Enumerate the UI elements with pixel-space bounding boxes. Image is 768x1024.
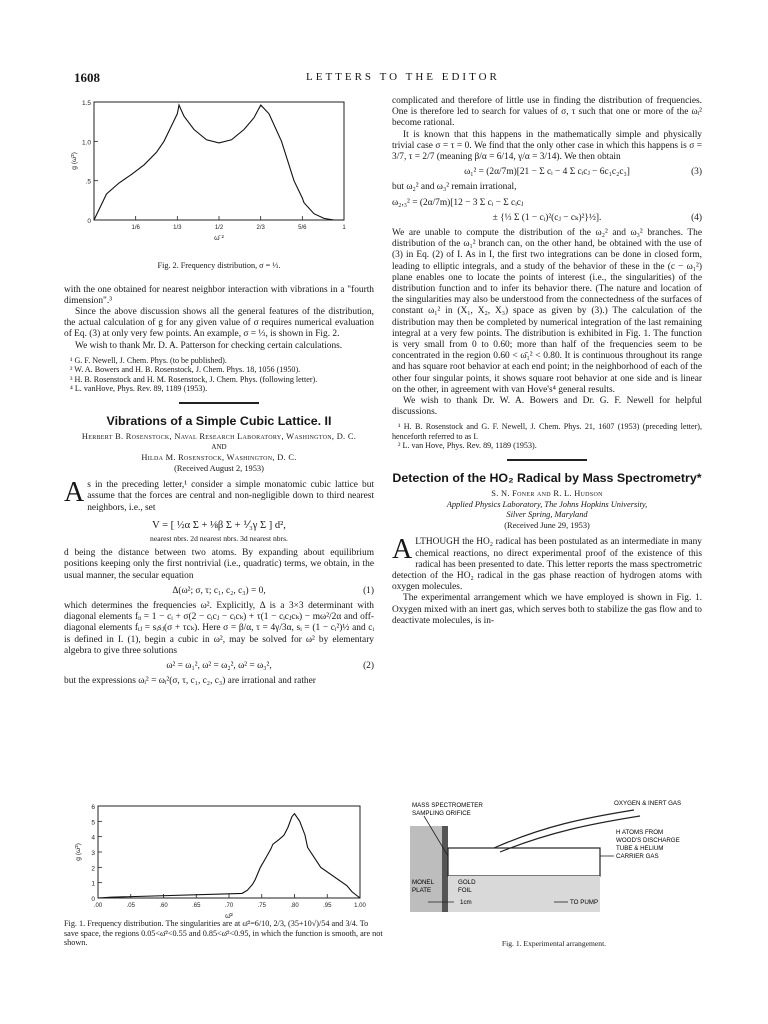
chart-frame [94, 102, 344, 220]
paragraph: but ω₂² and ω₃² remain irrational, [392, 182, 517, 193]
apparatus-diagram [404, 796, 704, 936]
paragraph: We wish to thank Dr. W. A. Bowers and Dr. G. F. Newell for helpful discussions. [392, 396, 702, 418]
x-tick-label: 1 [342, 225, 346, 231]
x-tick-label: 1/3 [173, 225, 182, 231]
reference-item: ³ H. B. Rosenstock and H. M. Rosenstock, J. Chem. Phys. (following letter). [70, 374, 318, 384]
apparatus-label: OXYGEN & INERT GAS [614, 800, 682, 807]
apparatus-label: CARRIER GAS [616, 853, 659, 860]
figure-2 [64, 96, 374, 271]
y-tick-label: 1.5 [81, 100, 91, 107]
x-tick-label: .65 [192, 903, 201, 909]
y-tick-label: 2 [91, 865, 95, 873]
monel-plate [442, 826, 448, 912]
received-date: (Received August 2, 1953) [174, 463, 264, 473]
oxygen-inlet [494, 810, 634, 848]
reference-item: ⁴ L. vanHove, Phys. Rev. 89, 1189 (1953). [70, 384, 208, 394]
equation-number: (1) [363, 585, 374, 596]
equation-subscript: nearest nbrs. 2d nearest nbrs. 3d nearest nbrs. [150, 534, 288, 543]
paragraph-text: s in the preceding letter,¹ consider a simple monatomic cubic lattice but assume that the forces are central and non-negligible down to third nearest neighbors, i.e., set [87, 480, 374, 513]
y-tick-label: 3 [91, 850, 95, 857]
y-tick-label: .5 [85, 178, 91, 186]
equation-text: ω₁² = (2α/7m)[21 − Σ cᵢ − 4 Σ cᵢcⱼ − 6c₁c₂c₃] [464, 167, 630, 178]
x-tick-label: 1/2 [214, 225, 224, 231]
equation-2 [64, 661, 374, 672]
x-axis-label: ω̄ ² [214, 235, 224, 242]
paragraph: complicated and therefore of little use in finding the distribution of frequencies. One is therefore led to search for values of σ, τ such that one or more of the ωᵢ² become rational. [392, 96, 702, 129]
page-header [74, 70, 698, 86]
x-tick-label: .70 [224, 903, 234, 909]
apparatus-label: FOIL [458, 887, 472, 894]
reference-item: ² L. van Hove, Phys. Rev. 89, 1189 (1953). [398, 441, 537, 451]
y-axis-label: g (ω̄²) [71, 152, 78, 170]
figure-2-caption: Fig. 2. Frequency distribution, σ = ⅓. [157, 261, 281, 270]
author-affiliation: Silver Spring, Maryland [506, 510, 588, 520]
x-tick-label: .80 [290, 903, 299, 909]
spectrometer-block [410, 826, 442, 912]
equation-number: (3) [691, 167, 702, 178]
section-divider [179, 402, 259, 404]
left-column [64, 96, 374, 687]
x-axis-label: ω̄² [225, 913, 233, 920]
y-tick-label: 4 [91, 834, 95, 842]
y-tick-label: 1 [91, 880, 95, 888]
apparatus-label: MASS SPECTROMETER [412, 802, 483, 809]
apparatus-figure [404, 796, 704, 949]
y-axis-label: g (ω̄²) [75, 843, 82, 861]
equation-number: (2) [363, 661, 374, 672]
figure-1 [64, 802, 384, 948]
paragraph: It is known that this happens in the mathematically simple and physically trivial case σ = τ = 0. We find that the only other case in which this happens is σ = 3/7, τ = 2/7 (meaning β/α = 6/14, γ/α = 3/14). We then obtain [392, 129, 702, 163]
journal-section-title: LETTERS TO THE EDITOR [306, 71, 500, 83]
drop-cap: A [392, 534, 413, 566]
section-divider [507, 459, 587, 461]
paragraph-text: LTHOUGH the HO₂ radical has been postulated as an intermediate in many chemical reactions, no direct experimental proof of the existence of this radical has been presented to date. This letter reports the mass spectrometric detection of the HO₂ radical in the gas phase reaction of hydrogen atoms with oxygen molecules. [392, 537, 702, 593]
article-author: Herbert B. Rosenstock, Naval Research Laboratory, Washington, D. C. [81, 431, 357, 441]
paragraph: Since the above discussion shows all the general features of the distribution, the actual calculation of g for any given value of σ requires numerical evaluation of Eq. (3) at only very few points. An example, σ = ⅓, is shown in Fig. 2. [64, 307, 374, 340]
author-affiliation: Applied Physics Laboratory, The Johns Hopkins University, [446, 499, 648, 509]
paragraph: but the expressions ωᵢ² = ωᵢ²(σ, τ, c₁, c₂, c₃) are irrational and rather [64, 676, 316, 687]
received-date: (Received June 29, 1953) [504, 520, 590, 530]
article-title: Vibrations of a Simple Cubic Lattice. II [106, 413, 332, 428]
y-tick-label: 0 [87, 218, 91, 225]
equation-potential: V = [ ½α Σ + ⅛β Σ + ⅟₃γ Σ ] d², [152, 519, 286, 531]
article-author: Hilda M. Rosenstock, Washington, D. C. [141, 453, 297, 462]
x-tick-label: 1/6 [131, 225, 140, 231]
right-column [392, 96, 702, 627]
reference-item: ¹ H. B. Rosenstock and G. F. Newell, J. Chem. Phys. 21, 1607 (1953) (preceding letter), henceforth referred to as I. [392, 422, 702, 441]
paragraph: We are unable to compute the distribution of the ω₂² and ω₃² branches. The distribution of the ω₁² branch can, on the other hand, be obtained with the use of (3) in Eq. (2) of I. As in I, the first two integrations can be done in closed form, leading to elliptic integrals, and a study of the behavior of these in the (c − ω₁²) plane enables one to locate the points of interest (i.e., the singularities) of the distribution function and to infer its behavior there. (The nature and location of the singularities may also be understood from the connectedness of the surfaces of constant ω₁² in (X₁, X₂, X₃) space as given by (3).) The calculation of the distribution may then be completed by numerical integration of the last remaining integral at a very few points. The distribution is exhibited in Fig. 1. The function is very small from 0 to 0.60; more than half of the frequencies seem to be concentrated in the region 0.60 < ω̄₁² < 0.80. It is continuous throughout its range and has square root behavior at each end point; in the neighborhood of each of the other four singular points, it shows square root behavior at one side and is linear on the other, in agreement with van Hove's⁴ general results. [392, 228, 702, 395]
series-line [94, 105, 344, 220]
paragraph: which determines the frequencies ω². Explicitly, Δ is a 3×3 determinant with diagonal elements fᵢᵢ = 1 − cᵢ + σ(2 − cᵢcⱼ − cᵢcₖ) + τ(1 − cᵢcⱼcₖ) − mω²/2α and off-diagonal elements fᵢⱼ = sᵢsⱼ(σ + τcₖ). Here σ = β/α, τ = 4γ/3α, sᵢ = (1 − cᵢ²)½ and cᵢ is defined in I. (1), begin a cubic in ω², may be solved for ω² by elementary algebra to give three solutions [64, 601, 374, 656]
y-tick-label: 0 [91, 896, 95, 903]
apparatus-label: MONEL [412, 879, 435, 886]
references-list [392, 422, 702, 451]
x-tick-label: 1.00 [354, 903, 366, 909]
author-conjunction: AND [211, 443, 227, 452]
paragraph: d being the distance between two atoms. By expanding about equilibrium positions keeping only the first nontrivial (i.e., quadratic) terms, we obtain, in the usual manner, the secular equation [64, 548, 374, 581]
y-tick-label: 1.0 [81, 139, 91, 147]
reference-item: ¹ G. F. Newell, J. Chem. Phys. (to be published). [70, 355, 227, 365]
figure-2-chart [64, 96, 374, 258]
y-tick-label: 5 [91, 819, 95, 827]
paragraph: The experimental arrangement which we have employed is shown in Fig. 1. Oxygen mixed with an inert gas, which serves both to stabilize the gas flow and to deactivate molecules, is in- [392, 593, 702, 626]
equation-3 [392, 167, 702, 178]
apparatus-label: WOOD'S DISCHARGE [616, 837, 680, 844]
equation-4-line-1: ω₂,₃² = (2α/7m)[12 − 3 Σ cᵢ − Σ cᵢcⱼ [392, 197, 524, 208]
x-tick-label: .95 [323, 903, 332, 909]
apparatus-label: 1cm [460, 899, 472, 906]
x-tick-label: .75 [257, 903, 266, 909]
equation-text: Δ(ω²; σ, τ; c₁, c₂, c₃) = 0, [172, 585, 266, 596]
equation-number: (4) [691, 212, 702, 223]
paragraph: We wish to thank Mr. D. A. Patterson for checking certain calculations. [75, 340, 343, 351]
apparatus-label: SAMPLING ORIFICE [412, 810, 471, 817]
paragraph: with the one obtained for nearest neighbor interaction with vibrations in a "fourth dimension".³ [64, 284, 374, 306]
paragraph [64, 477, 374, 514]
equation-text: ± {⅓ Σ (1 − cᵢ)²(cⱼ − cₖ)²}½]. [492, 212, 602, 223]
chart-frame [98, 806, 360, 898]
y-tick-label: 6 [91, 804, 95, 811]
series-line [98, 814, 360, 898]
x-tick-label: .05 [126, 903, 135, 909]
figure-1-caption: Fig. 1. Frequency distribution. The singularities are at ω̄²=6/10, 2/3, (35+10√)/54 and 3/4. To save space, the regions 0.05<ω̄²<0.55 and 0.85<ω̄²<0.95, in which the function is smooth, are not shown. [64, 919, 383, 948]
x-tick-label: .00 [93, 903, 103, 909]
apparatus-label: TO PUMP [570, 899, 599, 906]
page-number: 1608 [74, 70, 100, 85]
equation-4-line-2 [392, 213, 702, 224]
article-authors: S. N. Foner and R. L. Hudson [491, 488, 603, 498]
reference-item: ² W. A. Bowers and H. B. Rosenstock, J. Chem. Phys. 18, 1056 (1950). [70, 365, 301, 375]
references-list [64, 356, 374, 394]
apparatus-label: TUBE & HELIUM [616, 845, 664, 852]
figure-1-chart [64, 802, 380, 920]
equation-text: ω² = ω₁², ω² = ω₂², ω² = ω₃², [166, 661, 272, 672]
drop-cap: A [64, 477, 85, 509]
apparatus-label: GOLD [458, 879, 476, 886]
paragraph [392, 534, 702, 593]
x-tick-label: 2/3 [256, 225, 265, 231]
apparatus-caption: Fig. 1. Experimental arrangement. [501, 939, 607, 948]
article-title: Detection of the HO₂ Radical by Mass Spectrometry* [392, 470, 702, 485]
x-tick-label: .60 [159, 903, 168, 909]
x-tick-label: 5/6 [298, 225, 307, 231]
apparatus-label: H ATOMS FROM [616, 829, 664, 836]
apparatus-label: PLATE [412, 887, 432, 894]
reaction-tube [448, 848, 600, 876]
equation-1 [64, 586, 374, 597]
